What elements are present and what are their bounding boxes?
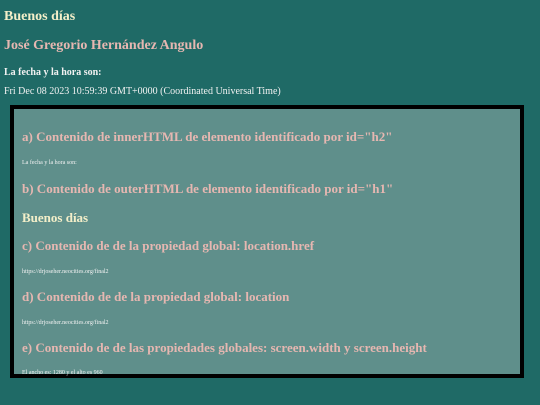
author-name-heading: José Gregorio Hernández Angulo [4, 38, 204, 53]
section-e-value: El ancho es: 1280 y el alto es 960 [22, 370, 103, 376]
date-label: La fecha y la hora son: [4, 67, 102, 78]
section-d-value: https://drjoseher.neocities.org/final2 [22, 320, 109, 326]
section-c-value: https://drjoseher.neocities.org/final2 [22, 269, 109, 275]
greeting-heading: Buenos días [4, 9, 76, 24]
section-b-title: b) Contenido de outerHTML de elemento identificado por id="h1" [22, 181, 394, 196]
section-a-title: a) Contenido de innerHTML de elemento identificado por id="h2" [22, 129, 393, 144]
section-a-value: La fecha y la hora son: [22, 160, 77, 166]
results-panel [10, 105, 524, 378]
section-b-value: Buenos días [22, 210, 89, 225]
date-value: Fri Dec 08 2023 10:59:39 GMT+0000 (Coordinated Universal Time) [4, 86, 281, 97]
section-e-title: e) Contenido de de las propiedades globales: screen.width y screen.height [22, 340, 427, 355]
section-c-title: c) Contenido de de la propiedad global: location.href [22, 238, 315, 253]
section-d-title: d) Contenido de de la propiedad global: location [22, 289, 290, 304]
